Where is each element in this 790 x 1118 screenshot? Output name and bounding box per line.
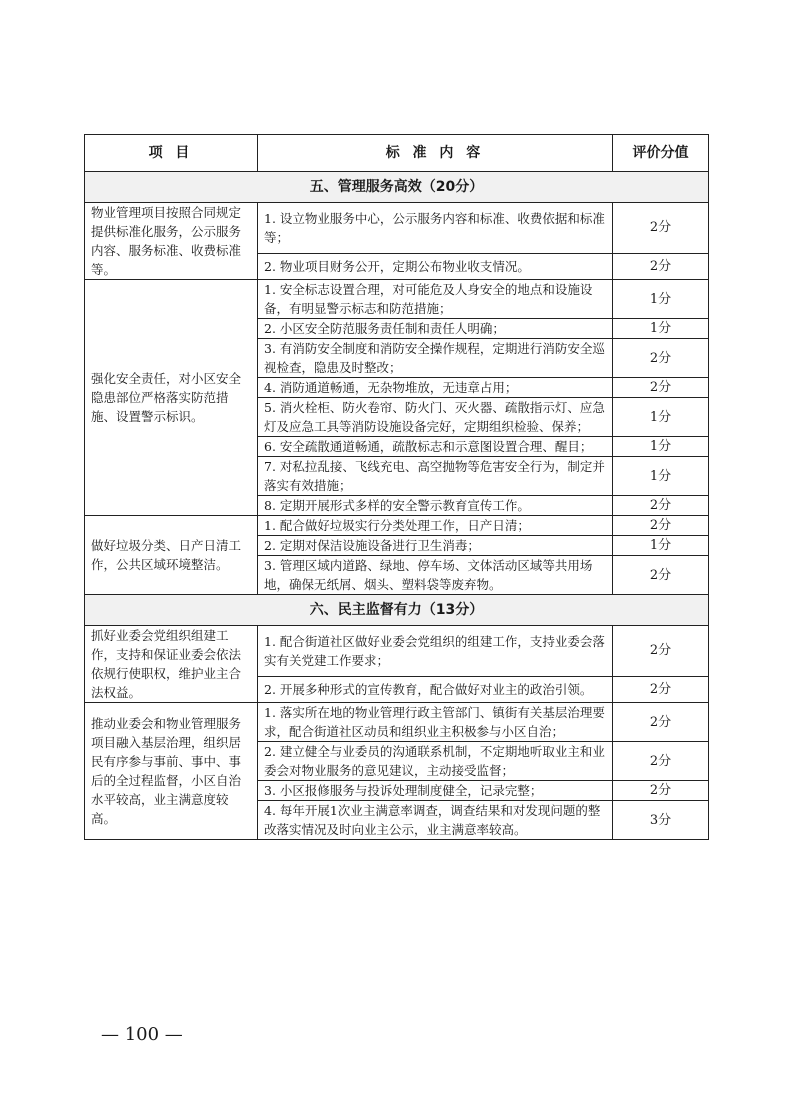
item-cell: 抓好业委会党组织组建工作，支持和保证业委会依法依规行使职权，维护业主合法权益。 <box>85 626 258 703</box>
content-cell: 7. 对私拉乱接、飞线充电、高空抛物等危害安全行为，制定并落实有效措施； <box>258 457 613 496</box>
content-cell: 1. 落实所在地的物业管理行政主管部门、镇街有关基层治理要求，配合街道社区动员和组织业主积极参与小区自治； <box>258 703 613 742</box>
header-content: 标 准 内 容 <box>258 135 613 172</box>
content-cell: 3. 有消防安全制度和消防安全操作规程，定期进行消防安全巡视检查，隐患及时整改； <box>258 339 613 378</box>
table-row <box>85 626 709 677</box>
score-cell: 1分 <box>613 319 709 339</box>
content-cell: 3. 小区报修服务与投诉处理制度健全，记录完整； <box>258 781 613 801</box>
table-body <box>85 172 709 840</box>
score-cell: 2分 <box>613 742 709 781</box>
content-cell: 2. 定期对保洁设施设备进行卫生消毒； <box>258 536 613 556</box>
score-cell: 2分 <box>613 496 709 516</box>
content-cell: 4. 消防通道畅通，无杂物堆放，无违章占用； <box>258 378 613 398</box>
score-cell: 2分 <box>613 203 709 254</box>
header-score: 评价分值 <box>613 135 709 172</box>
item-cell: 推动业委会和物业管理服务项目融入基层治理，组织居民有序参与事前、事中、事后的全过程监督，小区自治水平较高，业主满意度较高。 <box>85 703 258 840</box>
score-cell: 2分 <box>613 556 709 595</box>
content-cell: 6. 安全疏散通道畅通，疏散标志和示意图设置合理、醒目； <box>258 437 613 457</box>
score-cell: 2分 <box>613 253 709 279</box>
item-cell: 做好垃圾分类、日产日清工作，公共区域环境整洁。 <box>85 516 258 595</box>
table-row <box>85 203 709 254</box>
score-cell: 2分 <box>613 781 709 801</box>
content-cell: 1. 安全标志设置合理，对可能危及人身安全的地点和设施设备，有明显警示标志和防范措施； <box>258 280 613 319</box>
score-cell: 1分 <box>613 536 709 556</box>
score-cell: 2分 <box>613 516 709 536</box>
content-cell: 8. 定期开展形式多样的安全警示教育宣传工作。 <box>258 496 613 516</box>
score-cell: 2分 <box>613 378 709 398</box>
content-cell: 2. 小区安全防范服务责任制和责任人明确； <box>258 319 613 339</box>
content-cell: 4. 每年开展1次业主满意率调查，调查结果和对发现问题的整改落实情况及时向业主公示，业主满意率较高。 <box>258 801 613 840</box>
score-cell: 1分 <box>613 437 709 457</box>
content-cell: 1. 配合街道社区做好业委会党组织的组建工作，支持业委会落实有关党建工作要求； <box>258 626 613 677</box>
table-row <box>85 516 709 536</box>
evaluation-table <box>84 134 709 840</box>
table-row <box>85 703 709 742</box>
content-cell: 2. 开展多种形式的宣传教育，配合做好对业主的政治引领。 <box>258 676 613 702</box>
content-cell: 2. 物业项目财务公开，定期公布物业收支情况。 <box>258 253 613 279</box>
score-cell: 2分 <box>613 676 709 702</box>
section-title: 五、管理服务高效（20分） <box>85 172 709 203</box>
item-cell: 强化安全责任，对小区安全隐患部位严格落实防范措施、设置警示标识。 <box>85 280 258 516</box>
score-cell: 2分 <box>613 626 709 677</box>
header-item: 项 目 <box>85 135 258 172</box>
score-cell: 1分 <box>613 457 709 496</box>
table-header-row <box>85 135 709 172</box>
content-cell: 3. 管理区域内道路、绿地、停车场、文体活动区域等共用场地，确保无纸屑、烟头、塑料袋等废弃物。 <box>258 556 613 595</box>
page-number: — 100 — <box>101 1024 183 1045</box>
item-cell: 物业管理项目按照合同规定提供标准化服务，公示服务内容、服务标准、收费标准等。 <box>85 203 258 280</box>
content-cell: 1. 设立物业服务中心，公示服务内容和标准、收费依据和标准等； <box>258 203 613 254</box>
section-title: 六、民主监督有力（13分） <box>85 595 709 626</box>
section-row <box>85 172 709 203</box>
content-cell: 2. 建立健全与业委员的沟通联系机制，不定期地听取业主和业委会对物业服务的意见建议，主动接受监督； <box>258 742 613 781</box>
score-cell: 2分 <box>613 703 709 742</box>
section-row <box>85 595 709 626</box>
score-cell: 2分 <box>613 339 709 378</box>
score-cell: 1分 <box>613 280 709 319</box>
content-cell: 5. 消火栓柜、防火卷帘、防火门、灭火器、疏散指示灯、应急灯及应急工具等消防设施设备完好，定期组织检验、保养； <box>258 398 613 437</box>
score-cell: 3分 <box>613 801 709 840</box>
table-row <box>85 280 709 319</box>
score-cell: 1分 <box>613 398 709 437</box>
content-cell: 1. 配合做好垃圾实行分类处理工作，日产日清； <box>258 516 613 536</box>
